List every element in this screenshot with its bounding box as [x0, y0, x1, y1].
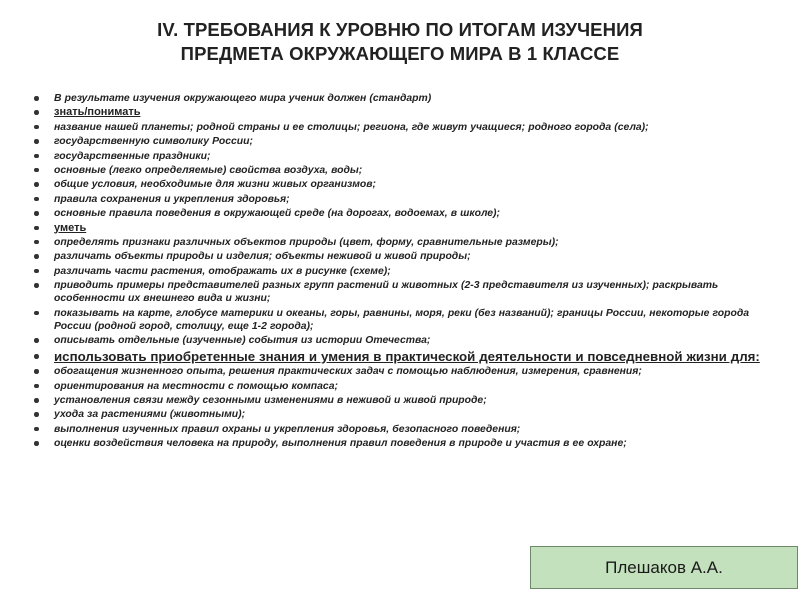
- list-item: основные (легко определяемые) свойства воздуха, воды;: [34, 164, 786, 177]
- slide-title: [40, 18, 760, 66]
- list-item: государственные праздники;: [34, 150, 786, 163]
- list-item: оценки воздействия человека на природу, выполнения правил поведения в природе и участия в ее охране;: [34, 437, 786, 450]
- requirements-list: [34, 92, 786, 452]
- list-item: ориентирования на местности с помощью компаса;: [34, 380, 786, 393]
- section-heading: знать/понимать: [34, 106, 786, 119]
- list-item: приводить примеры представителей разных групп растений и животных (2-3 представителя из изученных); раскрывать особенности их внешнего вида и жизни;: [34, 279, 786, 305]
- list-item: установления связи между сезонными изменениями в неживой и живой природе;: [34, 394, 786, 407]
- slide-title-line-1: IV. ТРЕБОВАНИЯ К УРОВНЮ ПО ИТОГАМ ИЗУЧЕНИЯ: [157, 19, 643, 40]
- list-item: определять признаки различных объектов природы (цвет, форму, сравнительные размеры);: [34, 236, 786, 249]
- author-box: Плешаков А.А.: [530, 546, 798, 589]
- section-heading: уметь: [34, 222, 786, 235]
- list-item: правила сохранения и укрепления здоровья;: [34, 193, 786, 206]
- list-item: название нашей планеты; родной страны и ее столицы; региона, где живут учащиеся; родного города (села);: [34, 121, 786, 134]
- list-item: различать объекты природы и изделия; объекты неживой и живой природы;: [34, 250, 786, 263]
- list-item: обогащения жизненного опыта, решения практических задач с помощью наблюдения, измерения, сравнения;: [34, 365, 786, 378]
- list-item: ухода за растениями (животными);: [34, 408, 786, 421]
- list-item: различать части растения, отображать их в рисунке (схеме);: [34, 265, 786, 278]
- list-item: выполнения изученных правил охраны и укрепления здоровья, безопасного поведения;: [34, 423, 786, 436]
- list-item: показывать на карте, глобусе материки и океаны, горы, равнины, моря, реки (без названий); границы России, некоторые города России (родной город, столицу, еще 1-2 города);: [34, 307, 786, 333]
- list-item: общие условия, необходимые для жизни живых организмов;: [34, 178, 786, 191]
- list-item: государственную символику России;: [34, 135, 786, 148]
- list-item: описывать отдельные (изученные) события из истории Отечества;: [34, 334, 786, 347]
- list-item: В результате изучения окружающего мира ученик должен (стандарт): [34, 92, 786, 105]
- list-item: основные правила поведения в окружающей среде (на дорогах, водоемах, в школе);: [34, 207, 786, 220]
- slide-title-line-2: ПРЕДМЕТА ОКРУЖАЮЩЕГО МИРА В 1 КЛАССЕ: [180, 43, 620, 64]
- section-heading: использовать приобретенные знания и умения в практической деятельности и повседневной жизни для:: [34, 349, 786, 364]
